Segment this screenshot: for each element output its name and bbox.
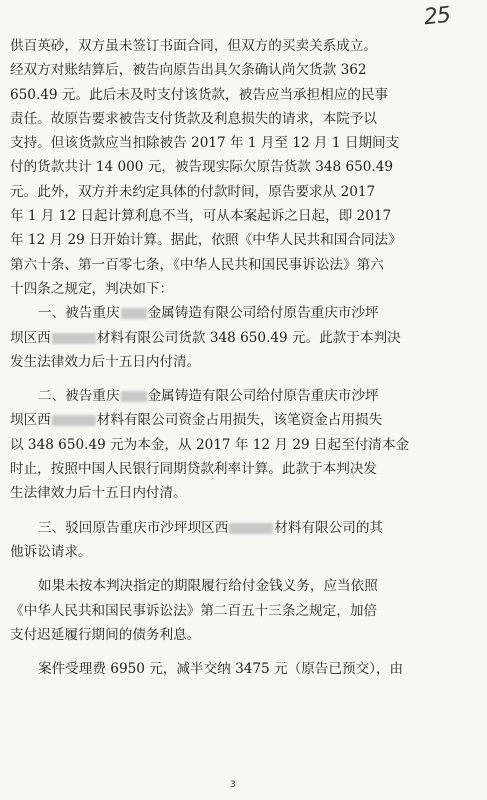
- text-line: [10, 574, 466, 598]
- text-segment: 金属铸造有限公司给付原告重庆市沙坪: [147, 305, 379, 322]
- text-line: 《中华人民共和国民事诉讼法》第二百五十三条之规定，加倍: [10, 602, 378, 619]
- text-line: 供百英砂，双方虽未签订书面合同，但双方的买卖关系成立。: [10, 38, 378, 54]
- redaction-block: [121, 308, 147, 319]
- text-line: 元。此外，双方并未约定具体的付款时间，原告要求从 2017: [10, 183, 376, 200]
- text-line: 付的货款共计 14 000 元，被告现实际欠原告货款 348 650.49: [10, 159, 394, 176]
- text-line: 支付迟延履行期间的债务利息。: [10, 626, 201, 643]
- redaction-block: [52, 333, 96, 344]
- text-line: 650.49 元。此后未及时支付该货款，被告应当承担相应的民事: [10, 86, 389, 103]
- text-line: [10, 408, 466, 432]
- text-line: 第六十条、第一百零七条，《中华人民共和国民事诉讼法》第六: [10, 256, 384, 273]
- text-line: 十四条之规定，判决如下：: [10, 280, 174, 297]
- text-segment: 金属铸造有限公司给付原告重庆市沙坪: [147, 388, 379, 405]
- text-segment: 材料有限公司的其: [274, 519, 384, 536]
- judgment-text: [10, 34, 466, 681]
- text-segment: 如果未按本判决指定的期限履行给付金钱义务，应当依照: [38, 578, 378, 595]
- text-line: 年 1 月 12 日起计算利息不当，可从本案起诉之日起，即 2017: [10, 208, 392, 225]
- text-segment: 案件受理费 6950 元，减半交纳 3475 元（原告已预交），由: [38, 661, 404, 678]
- text-line: 他诉讼请求。: [10, 543, 92, 560]
- redaction-block: [229, 523, 273, 534]
- text-segment: 材料有限公司货款 348 650.49 元。此款于本判决: [96, 329, 401, 346]
- text-segment: 坝区西: [10, 329, 51, 346]
- text-segment: 二、被告重庆: [38, 388, 120, 405]
- judgment-item-3: [10, 516, 466, 540]
- text-line: 发生法律效力后十五日内付清。: [10, 353, 201, 370]
- text-line: 支持。但该货款应当扣除被告 2017 年 1 月至 12 月 1 日期间支: [10, 135, 400, 152]
- text-segment: 材料有限公司资金占用损失，该笔资金占用损失: [96, 412, 383, 429]
- page-number: 3: [230, 780, 236, 790]
- text-segment: 三、驳回原告重庆市沙坪坝区西: [38, 519, 229, 536]
- text-line: 时止，按照中国人民银行同期贷款利率计算。此款于本判决发: [10, 461, 378, 478]
- text-segment: 坝区西: [10, 412, 51, 429]
- judgment-item-2: [10, 384, 466, 408]
- handwritten-page-mark: 25: [422, 2, 452, 31]
- redaction-block: [121, 391, 147, 402]
- text-line: 生法律效力后十五日内付清。: [10, 485, 187, 502]
- text-line: 以 348 650.49 元为本金，从 2017 年 12 月 29 日起至付清本金: [10, 436, 410, 453]
- judgment-item-1: [10, 301, 466, 325]
- text-line: 年 12 月 29 日开始计算。据此，依照《中华人民共和国合同法》: [10, 232, 402, 249]
- text-line: 经双方对账结算后，被告向原告出具欠条确认尚欠货款 362: [10, 62, 367, 79]
- text-line: [10, 657, 466, 681]
- text-line: 责任。故原告要求被告支付货款及利息损失的请求，本院予以: [10, 110, 378, 127]
- text-line: [10, 326, 466, 350]
- redaction-block: [52, 415, 96, 426]
- text-segment: 一、被告重庆: [38, 305, 120, 322]
